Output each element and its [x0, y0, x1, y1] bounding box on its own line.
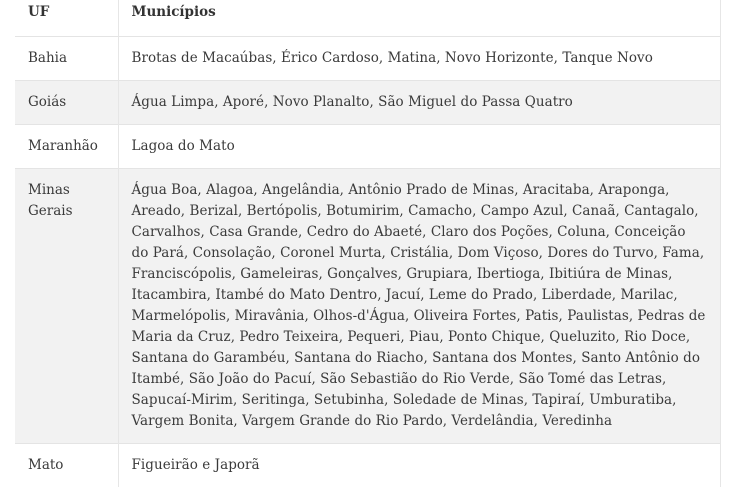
uf-cell: Mato [15, 444, 118, 488]
table-row [15, 125, 720, 169]
table-row [15, 37, 720, 81]
uf-cell: Maranhão [15, 125, 118, 169]
table-header-row [15, 0, 720, 37]
municipalities-table [15, 0, 721, 487]
table-row [15, 169, 720, 444]
uf-cell: Minas Gerais [15, 169, 118, 444]
municipios-cell: Figueirão e Japorã [118, 444, 720, 488]
header-municipios: Municípios [118, 0, 720, 37]
municipios-cell: Água Boa, Alagoa, Angelândia, Antônio Prado de Minas, Aracitaba, Araponga, Areado, Berizal, Bertópolis, Botumirim, Camacho, Campo Azul, Canaã, Cantagalo, Carvalhos, Casa Grande, Cedro do Abaeté, Claro dos Poções, Coluna, Conceição do Pará, Consolação, Coronel Murta, Cristália, Dom Viçoso, Dores do Turvo, Fama, Franciscópolis, Gameleiras, Gonçalves, Grupiara, Ibertioga, Ibitiúra de Minas, Itacambira, Itambé do Mato Dentro, Jacuí, Leme do Prado, Liberdade, Marilac, Marmelópolis, Miravânia, Olhos-d'Água, Oliveira Fortes, Patis, Paulistas, Pedras de Maria da Cruz, Pedro Teixeira, Pequeri, Piau, Ponto Chique, Queluzito, Rio Doce, Santana do Garambéu, Santana do Riacho, Santana dos Montes, Santo Antônio do Itambé, São João do Pacuí, São Sebastião do Rio Verde, São Tomé das Letras, Sapucaí-Mirim, Seritinga, Setubinha, Soledade de Minas, Tapiraí, Umburatiba, Vargem Bonita, Vargem Grande do Rio Pardo, Verdelândia, Veredinha [118, 169, 720, 444]
municipios-cell: Lagoa do Mato [118, 125, 720, 169]
table-row [15, 444, 720, 488]
uf-cell: Bahia [15, 37, 118, 81]
municipios-cell: Brotas de Macaúbas, Érico Cardoso, Matina, Novo Horizonte, Tanque Novo [118, 37, 720, 81]
uf-cell: Goiás [15, 81, 118, 125]
header-uf: UF [15, 0, 118, 37]
table-row [15, 81, 720, 125]
municipios-cell: Água Limpa, Aporé, Novo Planalto, São Miguel do Passa Quatro [118, 81, 720, 125]
